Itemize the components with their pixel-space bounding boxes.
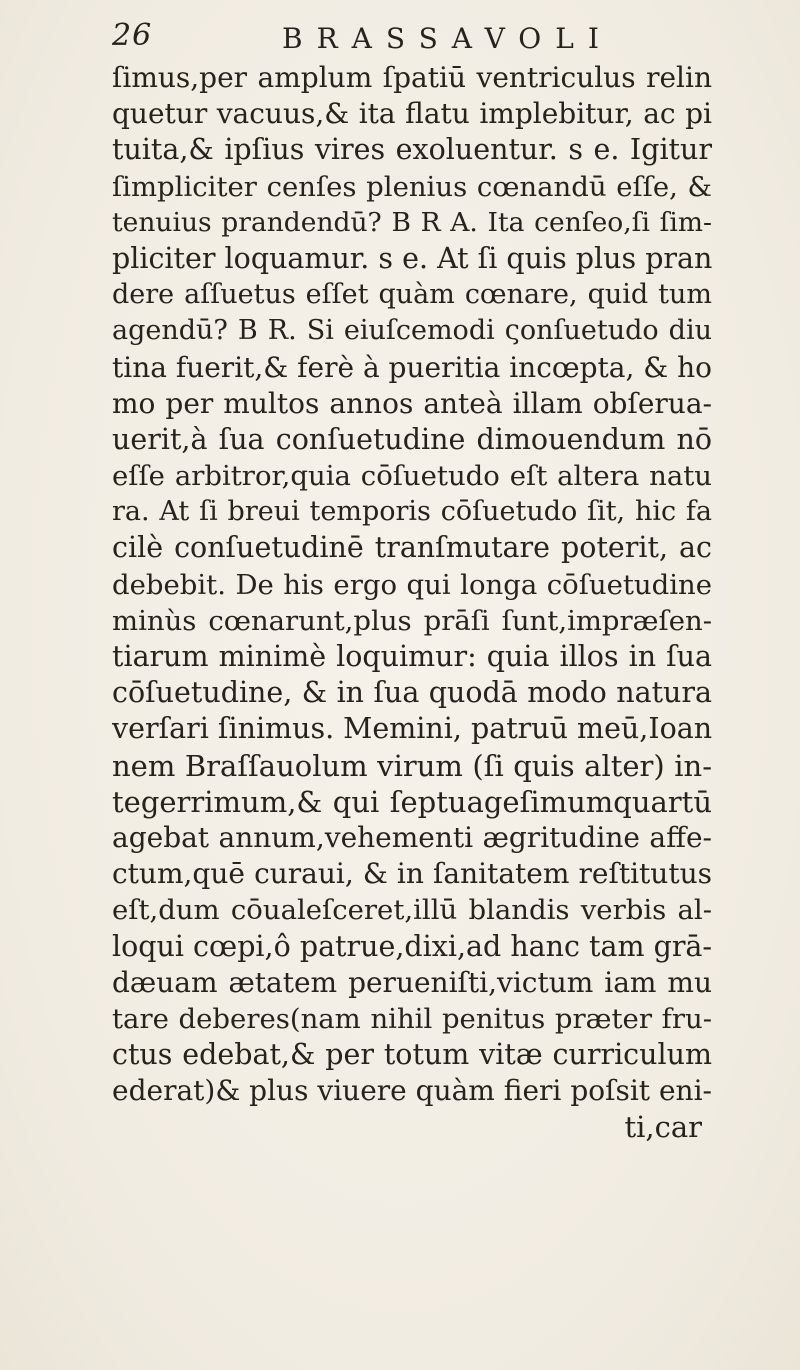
text-line: pliciter loquamur. s e. At ſi quis plus pran [112,241,712,275]
text-line: tuita,& ipſius vires exoluentur. s e. Igitur [112,133,712,167]
text-line: minùs cœnarunt,plus prāſi ſunt,impræſen- [112,604,712,637]
text-line: ctum,quē curaui, & in ſanitatem reſtitutus [112,857,712,891]
text-line: eſt,dum cōualeſceret,illū blandis verbis al- [112,894,712,927]
text-line: tina fuerit,& ferè à pueritia incœpta, & ho [112,350,712,384]
text-line: ctus edebat,& per totum vitæ curriculum [112,1038,712,1072]
text-line: tare deberes(nam nihil penitus præter fru- [112,1002,712,1035]
text-line: dere aſſuetus eſſet quàm cœnare, quid tum [112,279,712,311]
text-line: ederat)& plus viuere quàm fieri poſsit eni- [112,1074,712,1108]
text-line: mo per multos annos anteà illam obſerua- [112,386,712,420]
text-line: cilè conſuetudinē tranſmutare poterit, ac [112,531,712,565]
running-head [112,18,712,58]
text-line: debebit. De his ergo qui longa cōſuetudine [112,568,712,601]
text-line: tiarum minimè loquimur: quia illos in ſua [112,640,712,673]
text-line: ſimpliciter cenſes plenius cœnandū eſſe, & [112,170,712,203]
text-line: dæuam ætatem perueniſti,victum iam mu [112,965,712,999]
text-line: cōſuetudine, & in ſua quodā modo natura [112,676,712,710]
text-block [112,60,712,1146]
text-line: agebat annum,vehementi ægritudine affe- [112,820,712,854]
text-line: eſſe arbitror,quia cōſuetudo eſt altera natu [112,460,712,493]
text-line: verſari ſinimus. Memini, patruū meū,Ioan [112,712,712,746]
text-line: ſimus,per amplum ſpatiū ventriculus relin [112,61,712,94]
page-number: 26 [112,18,153,53]
text-line: uerit,à ſua conſuetudine dimouendum nō [112,422,712,456]
text-line: tegerrimum,& qui ſeptuageſimumquartū [112,784,712,819]
text-line: loqui cœpi,ô patrue,dixi,ad hanc tam grā- [112,929,712,963]
text-line: ra. At ſi breui temporis cōſuetudo ſit, hic fa [112,496,712,528]
text-line: quetur vacuus,& ita flatu implebitur, ac pi [112,97,712,131]
text-line: agendū? B R. Si eiuſcemodi ςonſuetudo diu [112,315,712,347]
running-title: BRASSAVOLI [282,22,613,55]
text-line: tenuius prandendū? B R A. Ita cenſeo,ſi ſim- [112,206,712,238]
catchword: ti,car [624,1110,702,1145]
text-line: nem Braſſauolum virum (ſi quis alter) in- [112,748,712,783]
